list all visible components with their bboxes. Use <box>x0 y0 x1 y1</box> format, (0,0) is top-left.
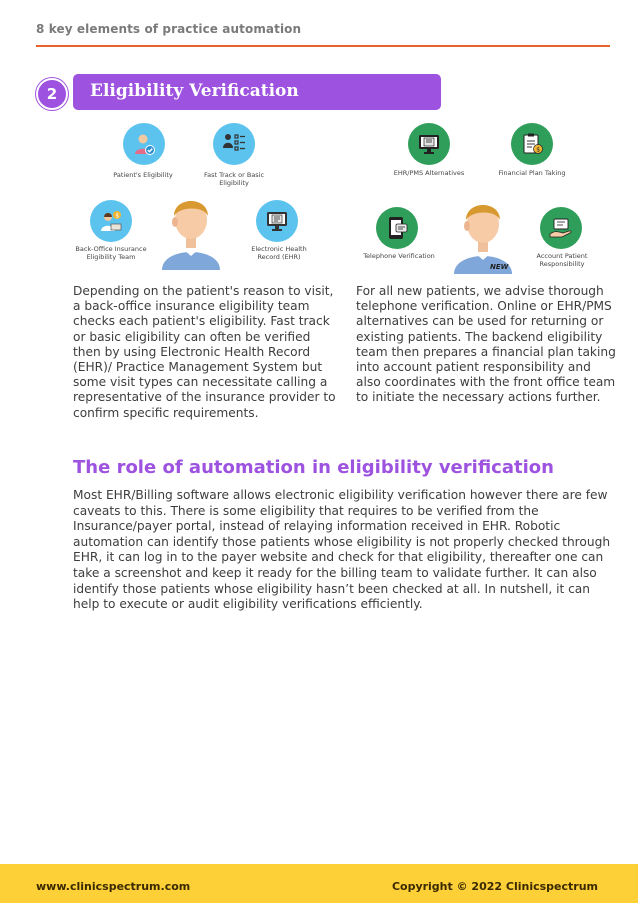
ehr-monitor-icon <box>256 200 298 242</box>
svg-text:$: $ <box>536 146 541 154</box>
label-ehr: Electronic Health Record (EHR) <box>251 245 307 261</box>
label-fast-track: Fast Track or Basic Eligibility <box>203 171 265 187</box>
header-divider <box>36 45 610 47</box>
automation-body: Most EHR/Billing software allows electronic eligibility verification however there are few caveats to this. There is some eligibility that requires to be verified from the Insurance/payer portal, instead of relaying information received in EHR. Robotic automation can identify those patients whose eligibility is not properly checked through EHR, it can log in to the payer website and check for that eligibility, thereafter one can take a screenshot and keep it ready for the billing team to validate further. It can also identify those patients whose eligibility hasn’t been checked at all. In nutshell, it can help to execute or audit eligibility verifications efficiently. <box>73 488 611 612</box>
ehr-pms-icon <box>408 123 450 165</box>
patient-check-icon <box>123 123 165 165</box>
label-account-patient: Account Patient Responsibility <box>536 252 588 268</box>
checklist-icon <box>213 123 255 165</box>
automation-heading: The role of automation in eligibility verification <box>73 457 554 478</box>
new-patient-avatar <box>452 194 514 274</box>
section-number-badge: 2 <box>36 78 68 110</box>
label-telephone: Telephone Verification <box>363 252 435 260</box>
left-paragraph: Depending on the patient's reason to visit, a back-office insurance eligibility team checks each patient's eligibility. Fast track or basic eligibility can often be verified then by using Electronic Health Record (EHR)/ Practice Management System but some visit types can necessitate calling a representative of the insurance provider to confirm specific requirements. <box>73 284 336 420</box>
telephone-icon <box>376 207 418 249</box>
right-paragraph: For all new patients, we advise thorough telephone verification. Online or EHR/PMS alternatives can be used for returning or existing patients. The backend eligibility team then prepares a financial plan taking into account patient responsibility and also coordinates with the front office team to initiate the necessary actions further. <box>356 284 616 405</box>
person-avatar <box>160 190 222 270</box>
account-responsibility-icon <box>540 207 582 249</box>
label-ehr-pms: EHR/PMS Alternatives <box>393 169 465 177</box>
label-financial-plan: Financial Plan Taking <box>498 169 566 177</box>
header-title: 8 key elements of practice automation <box>36 22 302 36</box>
label-back-office: Back-Office Insurance Eligibility Team <box>75 245 147 261</box>
financial-plan-icon <box>511 123 553 165</box>
label-patients-eligibility: Patient's Eligibility <box>113 171 173 179</box>
footer-website-link[interactable]: www.clinicspectrum.com <box>36 880 191 893</box>
section-banner <box>73 74 441 110</box>
back-office-team-icon <box>90 200 132 242</box>
new-badge: NEW <box>490 263 509 271</box>
section-title: Eligibility Verification <box>90 81 299 101</box>
footer-copyright: Copyright © 2022 Clinicspectrum <box>391 880 598 893</box>
svg-text:$: $ <box>115 212 120 220</box>
footer <box>0 864 638 903</box>
